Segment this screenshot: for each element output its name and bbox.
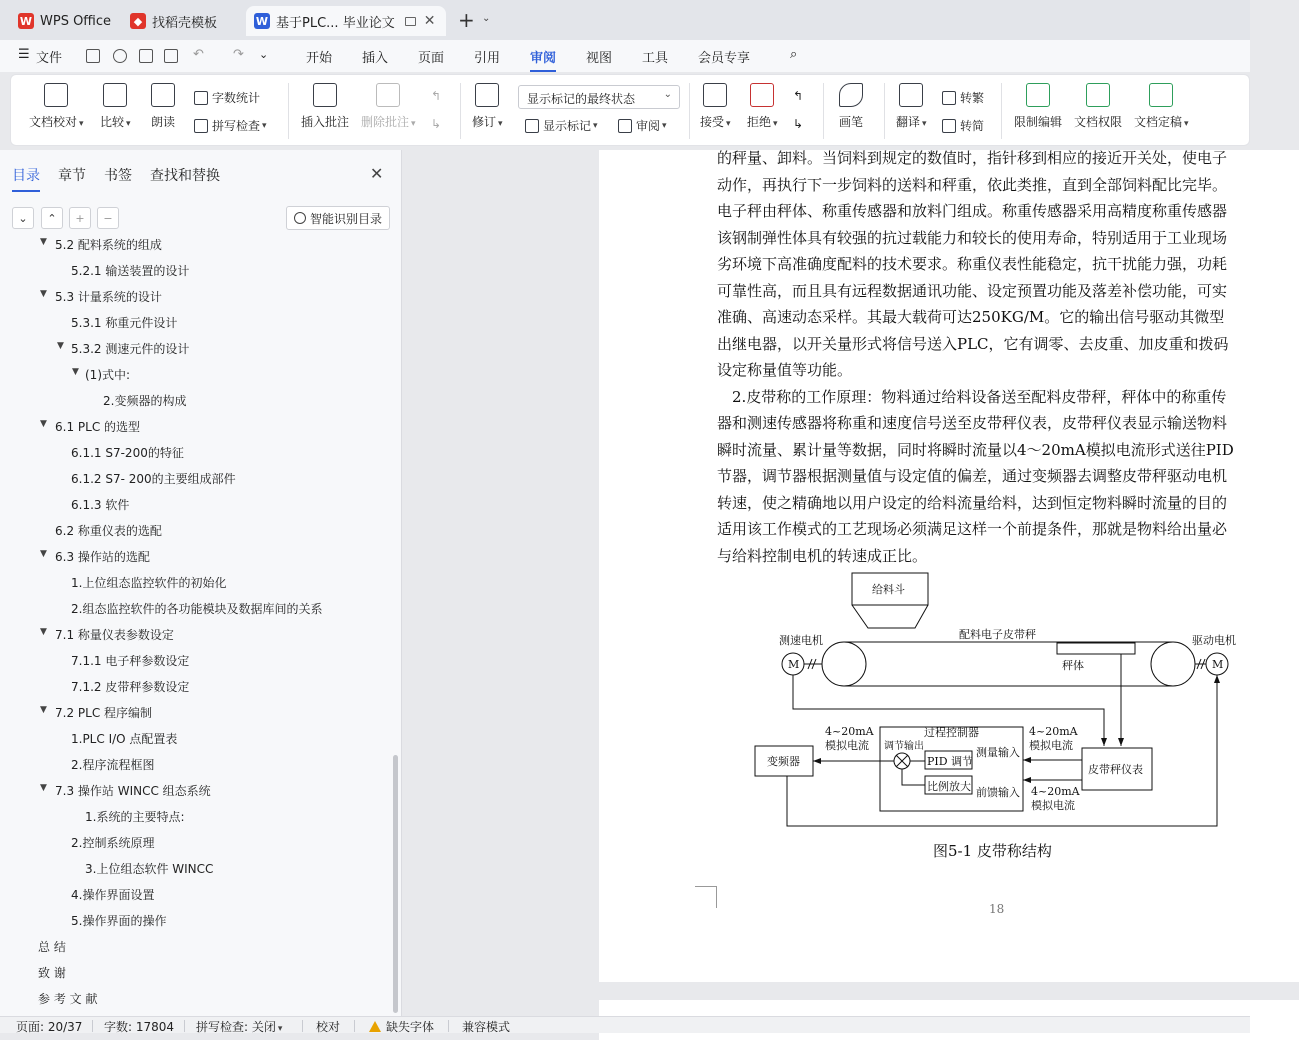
toc-item[interactable]: 7.1.2 皮带秤参数设定 bbox=[71, 680, 190, 694]
document-canvas bbox=[403, 150, 1250, 1016]
accept-button[interactable]: 接受 ▾ bbox=[700, 83, 731, 130]
to-traditional-button[interactable] bbox=[942, 89, 984, 106]
read-aloud-label: 朗读 bbox=[151, 115, 176, 129]
chevron-down-icon: ⌄ bbox=[663, 89, 672, 100]
ribbon-divider bbox=[689, 83, 690, 139]
tab-toc[interactable]: 目录 bbox=[12, 165, 40, 185]
toc-item[interactable]: 6.1 PLC 的选型 bbox=[55, 420, 141, 434]
show-markup-button[interactable]: 显示标记 ▾ bbox=[525, 117, 598, 134]
wps-logo-icon: W bbox=[19, 14, 33, 28]
toc-item[interactable]: 2.组态监控软件的各功能模块及数据库间的关系 bbox=[71, 602, 323, 616]
body-line: 与给料控制电机的转速成正比。 bbox=[717, 546, 928, 565]
toc-item[interactable]: 5.3.2 测速元件的设计 bbox=[71, 342, 190, 356]
menu-insert[interactable]: 插入 bbox=[362, 51, 389, 66]
remove-heading-icon[interactable]: − bbox=[97, 207, 119, 229]
toc-item[interactable]: 7.2 PLC 程序编制 bbox=[55, 706, 153, 720]
body-line: 器和测速传感器将称重和速度信号送至皮带秤仪表，皮带秤仪表显示输送物料 bbox=[717, 414, 1228, 432]
body-line: 准确、高速动态采样。其最大载荷可达250KG/M。它的输出信号驱动其微型 bbox=[717, 308, 1225, 326]
insert-comment-icon bbox=[313, 83, 337, 107]
toc-item[interactable]: 6.1.1 S7-200的特征 bbox=[71, 446, 184, 460]
status-divider bbox=[354, 1020, 355, 1032]
restrict-edit-icon bbox=[1026, 83, 1050, 107]
previous-comment-icon[interactable]: ↰ bbox=[431, 89, 442, 103]
spell-check-label: 拼写检查 bbox=[212, 119, 261, 133]
next-comment-icon[interactable]: ↳ bbox=[431, 117, 442, 131]
spell-check-status-label: 拼写检查: 关闭 bbox=[196, 1020, 276, 1034]
status-bar bbox=[0, 1016, 1250, 1033]
toc-item[interactable]: 6.3 操作站的选配 bbox=[55, 550, 150, 564]
accept-icon bbox=[703, 83, 727, 107]
speed-motor-label: 测速电机 bbox=[779, 634, 823, 647]
pid-label: PID 调节 bbox=[927, 755, 974, 768]
toc-item[interactable]: 7.1 称量仪表参数设定 bbox=[55, 628, 174, 642]
revise-icon bbox=[475, 83, 499, 107]
toc-item[interactable]: 1.系统的主要特点: bbox=[85, 810, 185, 824]
compare-label: 比较 bbox=[100, 115, 125, 129]
menu-bar bbox=[0, 40, 1250, 72]
right-pulley bbox=[1151, 642, 1195, 686]
body-line: 适用该工作模式的工艺现场必须满足这样一个前提条件，那就是物料给出量必 bbox=[717, 520, 1228, 538]
undo-icon[interactable]: ↶ bbox=[193, 47, 204, 62]
tab-label: WPS Office bbox=[40, 13, 112, 29]
show-markup-label: 显示标记 bbox=[543, 119, 592, 133]
navigation-pane bbox=[0, 150, 402, 1016]
revise-label: 修订 bbox=[472, 115, 497, 129]
read-aloud-button[interactable] bbox=[151, 83, 175, 130]
toc-item[interactable]: 2.程序流程框图 bbox=[71, 758, 155, 772]
ribbon-divider bbox=[823, 83, 824, 139]
restrict-edit-button[interactable] bbox=[1014, 83, 1062, 130]
title-tab-bar bbox=[0, 0, 1250, 40]
figure-caption: 图5-1 皮带称结构 bbox=[933, 842, 1052, 860]
docer-icon: ◆ bbox=[130, 13, 146, 29]
review-ribbon bbox=[10, 74, 1250, 146]
current-range-right-top: 4~20mA bbox=[1029, 725, 1078, 738]
toc-expand-arrow-icon[interactable]: ▼ bbox=[40, 627, 47, 637]
finalize-label: 文档定稿 bbox=[1134, 115, 1183, 129]
markup-state-select[interactable] bbox=[518, 85, 680, 109]
missing-font-status[interactable] bbox=[369, 1018, 434, 1035]
page-number: 18 bbox=[989, 902, 1005, 916]
tab-wps-office[interactable] bbox=[10, 6, 119, 36]
search-icon[interactable]: ⌕ bbox=[790, 47, 798, 62]
review-pane-button[interactable]: 审阅 ▾ bbox=[618, 117, 667, 134]
menu-page[interactable]: 页面 bbox=[418, 51, 445, 66]
restrict-edit-label: 限制编辑 bbox=[1014, 115, 1063, 129]
review-pane-label: 审阅 bbox=[636, 119, 661, 133]
pen-icon bbox=[839, 83, 863, 107]
print-preview-icon[interactable] bbox=[164, 49, 178, 63]
menu-review[interactable]: 审阅 bbox=[530, 47, 556, 66]
read-aloud-icon bbox=[151, 83, 175, 107]
menu-references[interactable]: 引用 bbox=[474, 51, 501, 66]
belt-scale-diagram bbox=[749, 568, 1236, 830]
spell-check-button[interactable]: 拼写检查 ▾ bbox=[194, 117, 267, 134]
body-line: 出继电器，以开关量形式将信号送入PLC，它有调零、去皮重、加皮重和拨码 bbox=[717, 334, 1229, 353]
body-line: 劣环境下高准确度配料的技术要求。称重仪表性能稳定，抗干扰能力强，功耗 bbox=[717, 255, 1228, 273]
compat-mode-status: 兼容模式 bbox=[462, 1020, 511, 1034]
to-simplified-label: 转简 bbox=[960, 119, 985, 133]
toc-item[interactable]: 7.3 操作站 WINCC 组态系统 bbox=[55, 784, 211, 798]
body-line: 瞬时流量、累计量等数据，同时将瞬时流量以4～20mA模拟电流形式送往PID bbox=[717, 440, 1234, 459]
markup-state-value: 显示标记的最终状态 bbox=[527, 92, 636, 106]
scale-body-label: 秤体 bbox=[1062, 659, 1084, 672]
to-simplified-button[interactable] bbox=[942, 117, 984, 134]
body-line: 设定称量值等功能。 bbox=[717, 361, 853, 379]
body-line: 节器，调节器根据测量值与设定值的偏差，通过变频器去调整皮带秤驱动电机 bbox=[717, 467, 1228, 485]
toc-item[interactable]: 5.3 计量系统的设计 bbox=[55, 290, 162, 304]
body-line: 电子秤由秤体、称重传感器和放料门组成。称重传感器采用高精度称重传感器 bbox=[717, 202, 1228, 220]
left-pulley bbox=[822, 642, 866, 686]
writer-doc-icon: W bbox=[255, 14, 269, 28]
smart-toc-button[interactable] bbox=[286, 206, 390, 230]
print-icon[interactable] bbox=[139, 49, 153, 63]
menu-file[interactable]: 文件 bbox=[36, 51, 63, 66]
expand-all-icon[interactable]: ⌄ bbox=[12, 207, 34, 229]
tab-label: 找稻壳模板 bbox=[152, 15, 218, 31]
close-tab-icon[interactable]: ✕ bbox=[423, 13, 436, 29]
revise-button[interactable]: 修订 ▾ bbox=[472, 83, 503, 130]
missing-font-label: 缺失字体 bbox=[386, 1020, 435, 1034]
share-icon[interactable] bbox=[113, 49, 127, 63]
show-markup-icon bbox=[525, 119, 539, 133]
toc-item[interactable]: 总 结 bbox=[38, 940, 66, 954]
toc-expand-arrow-icon[interactable]: ▼ bbox=[40, 419, 47, 429]
toc-expand-arrow-icon[interactable]: ▼ bbox=[40, 289, 47, 299]
toc-item[interactable]: 6.1.2 S7- 200的主要组成部件 bbox=[71, 472, 236, 486]
toc-expand-arrow-icon[interactable]: ▼ bbox=[72, 367, 79, 377]
ribbon-divider bbox=[1001, 83, 1002, 139]
ribbon-divider bbox=[288, 83, 289, 139]
body-line: 可靠性高，而且具有远程数据通讯功能、设定预置功能及落差补偿功能，可实 bbox=[717, 281, 1228, 300]
smart-toc-label: 智能识别目录 bbox=[309, 211, 382, 226]
toc-item[interactable]: 6.2 称重仪表的选配 bbox=[55, 524, 162, 538]
review-pane-icon bbox=[618, 119, 632, 133]
insert-comment-button[interactable] bbox=[301, 83, 349, 130]
delete-comment-icon bbox=[376, 83, 400, 107]
chevron-down-icon[interactable]: ⌄ bbox=[482, 13, 491, 24]
hopper-label: 给料斗 bbox=[872, 583, 905, 596]
toc-list bbox=[0, 237, 392, 1016]
to-traditional-label: 转繁 bbox=[960, 91, 985, 105]
insert-comment-label: 插入批注 bbox=[301, 115, 350, 129]
toc-item[interactable]: 7.1.1 电子秤参数设定 bbox=[71, 654, 190, 668]
status-divider bbox=[184, 1020, 185, 1032]
tab-find-replace[interactable]: 查找和替换 bbox=[150, 168, 220, 184]
hopper-funnel bbox=[852, 605, 928, 628]
toc-expand-arrow-icon[interactable]: ▼ bbox=[57, 341, 64, 351]
delete-comment-button[interactable]: 删除批注 ▾ bbox=[361, 83, 416, 130]
current-range-right-bottom: 4~20mA bbox=[1031, 785, 1080, 798]
toc-item[interactable]: 参 考 文 献 bbox=[38, 992, 98, 1006]
next-revision-icon[interactable]: ↳ bbox=[793, 117, 804, 131]
menu-member[interactable]: 会员专享 bbox=[698, 51, 751, 66]
to-traditional-icon bbox=[942, 91, 956, 105]
body-text bbox=[717, 145, 1277, 569]
translate-button[interactable]: 翻译 ▾ bbox=[896, 83, 927, 130]
pen-button[interactable] bbox=[839, 83, 863, 130]
tab-docer-templates[interactable] bbox=[122, 6, 225, 36]
toc-item[interactable]: 2.控制系统原理 bbox=[71, 836, 155, 850]
compare-icon bbox=[103, 83, 127, 107]
doc-permission-label: 文档权限 bbox=[1074, 115, 1123, 129]
tab-bookmarks[interactable]: 书签 bbox=[104, 168, 132, 184]
translate-label: 翻译 bbox=[896, 115, 921, 129]
quick-access-more-icon[interactable]: ⌄ bbox=[259, 48, 269, 61]
finalize-icon bbox=[1149, 83, 1173, 107]
word-count-status[interactable]: 字数: 17804 bbox=[104, 1020, 175, 1034]
menu-home[interactable]: 开始 bbox=[306, 51, 333, 66]
doc-permission-button[interactable] bbox=[1074, 83, 1122, 130]
window-icon[interactable] bbox=[405, 17, 416, 26]
hamburger-icon[interactable]: ☰ bbox=[18, 47, 30, 62]
accept-label: 接受 bbox=[700, 115, 725, 129]
delete-comment-label: 删除批注 bbox=[361, 115, 410, 129]
speed-motor-m: M bbox=[788, 658, 800, 671]
smart-recognize-icon bbox=[294, 212, 306, 224]
toc-item[interactable]: 5.操作界面的操作 bbox=[71, 914, 167, 928]
spell-check-status[interactable]: 拼写检查: 关闭 ▾ bbox=[196, 1020, 283, 1034]
status-divider bbox=[92, 1020, 93, 1032]
compare-button[interactable]: 比较 ▾ bbox=[100, 83, 131, 130]
process-controller-label: 过程控制器 bbox=[924, 726, 979, 739]
reject-button[interactable]: 拒绝 ▾ bbox=[747, 83, 778, 130]
new-tab-icon[interactable]: + bbox=[458, 8, 475, 32]
proportional-label: 比例放大 bbox=[927, 780, 971, 793]
drive-motor-label: 驱动电机 bbox=[1192, 634, 1236, 647]
toc-item[interactable]: 致 谢 bbox=[38, 966, 66, 980]
toc-item[interactable]: 2.变频器的构成 bbox=[103, 394, 187, 408]
analog-current-left: 模拟电流 bbox=[825, 739, 869, 752]
toc-expand-arrow-icon[interactable]: ▼ bbox=[40, 237, 47, 247]
word-count-icon bbox=[194, 91, 208, 105]
page-corner-mark bbox=[695, 886, 717, 908]
feedforward-input-label: 前馈输入 bbox=[976, 786, 1020, 799]
menu-view[interactable]: 视图 bbox=[586, 51, 613, 66]
redo-icon[interactable]: ↷ bbox=[233, 47, 244, 62]
toc-item[interactable]: 3.上位组态软件 WINCC bbox=[85, 862, 214, 876]
menu-tools[interactable]: 工具 bbox=[642, 51, 669, 66]
toc-item[interactable]: (1)式中: bbox=[85, 368, 131, 382]
current-range-left: 4~20mA bbox=[825, 725, 874, 738]
document-page bbox=[599, 150, 1299, 982]
toc-item[interactable]: 1.上位组态监控软件的初始化 bbox=[71, 576, 227, 590]
tab-label: 基于PLC... 毕业论文 bbox=[276, 15, 395, 31]
analog-current-right-top: 模拟电流 bbox=[1029, 739, 1073, 752]
toc-scrollbar[interactable] bbox=[393, 755, 398, 1013]
tab-document[interactable] bbox=[246, 6, 446, 36]
word-count-button[interactable] bbox=[194, 89, 260, 106]
body-line: 的秤量、卸料。当饲料到规定的数值时，指针移到相应的接近开关处，使电子 bbox=[717, 149, 1228, 167]
toc-item[interactable]: 6.1.3 软件 bbox=[71, 498, 130, 512]
status-divider bbox=[448, 1020, 449, 1032]
body-line: 动作，再执行下一步饲料的送料和秤重，依此类推，直到全部饲料配比完毕。 bbox=[717, 175, 1228, 194]
ribbon-divider bbox=[884, 83, 885, 139]
warning-icon bbox=[369, 1021, 381, 1032]
previous-revision-icon[interactable]: ↰ bbox=[793, 89, 804, 103]
reject-label: 拒绝 bbox=[747, 115, 772, 129]
body-line: 2.皮带称的工作原理：物料通过给料设备送至配料皮带秤，秤体中的称重传 bbox=[717, 387, 1227, 406]
analog-current-right-bottom: 模拟电流 bbox=[1031, 799, 1075, 812]
status-divider bbox=[302, 1020, 303, 1032]
finalize-button[interactable]: 文档定稿 ▾ bbox=[1134, 83, 1189, 130]
spell-check-icon bbox=[194, 119, 208, 133]
drive-motor-m: M bbox=[1212, 658, 1224, 671]
page-indicator[interactable]: 页面: 20/37 bbox=[16, 1020, 83, 1034]
add-heading-icon[interactable]: + bbox=[69, 207, 91, 229]
toc-expand-arrow-icon[interactable]: ▼ bbox=[40, 705, 47, 715]
translate-icon bbox=[899, 83, 923, 107]
doc-permission-icon bbox=[1086, 83, 1110, 107]
doc-proofread-label: 文档校对 bbox=[29, 115, 78, 129]
close-pane-icon[interactable]: ✕ bbox=[370, 164, 384, 183]
toc-expand-arrow-icon[interactable]: ▼ bbox=[40, 549, 47, 559]
doc-proofread-icon bbox=[44, 83, 68, 107]
doc-proofread-button[interactable]: 文档校对 ▾ bbox=[29, 83, 84, 130]
toc-item[interactable]: 5.3.1 称重元件设计 bbox=[71, 316, 178, 330]
pen-label: 画笔 bbox=[839, 115, 864, 129]
scale-body-box bbox=[1057, 643, 1135, 654]
reject-icon bbox=[750, 83, 774, 107]
measure-input-label: 测量输入 bbox=[976, 746, 1020, 759]
save-icon[interactable] bbox=[86, 49, 100, 63]
regulate-output-label: 调节输出 bbox=[884, 741, 924, 752]
tab-chapters[interactable]: 章节 bbox=[58, 168, 86, 184]
collapse-all-icon[interactable]: ⌃ bbox=[41, 207, 63, 229]
toc-item[interactable]: 4.操作界面设置 bbox=[71, 888, 155, 902]
word-count-label: 字数统计 bbox=[212, 91, 261, 105]
toc-item[interactable]: 5.2.1 输送装置的设计 bbox=[71, 264, 190, 278]
body-line: 该钢制弹性体具有较强的抗过载能力和较长的使用寿命，特别适用于工业现场 bbox=[717, 228, 1228, 247]
to-simplified-icon bbox=[942, 119, 956, 133]
ribbon-divider bbox=[460, 83, 461, 139]
proofread-status[interactable]: 校对 bbox=[316, 1020, 341, 1034]
toc-item[interactable]: 5.2 配料系统的组成 bbox=[55, 238, 162, 252]
belt-scale-label: 配料电子皮带秤 bbox=[959, 628, 1036, 641]
body-line: 转速，使之精确地以用户设定的给料流量给料，达到恒定物料瞬时流量的目的 bbox=[717, 493, 1228, 512]
toc-expand-arrow-icon[interactable]: ▼ bbox=[40, 783, 47, 793]
inverter-label: 变频器 bbox=[767, 755, 800, 768]
toc-item[interactable]: 1.PLC I/O 点配置表 bbox=[71, 732, 178, 746]
belt-instrument-label: 皮带秤仪表 bbox=[1088, 763, 1143, 776]
